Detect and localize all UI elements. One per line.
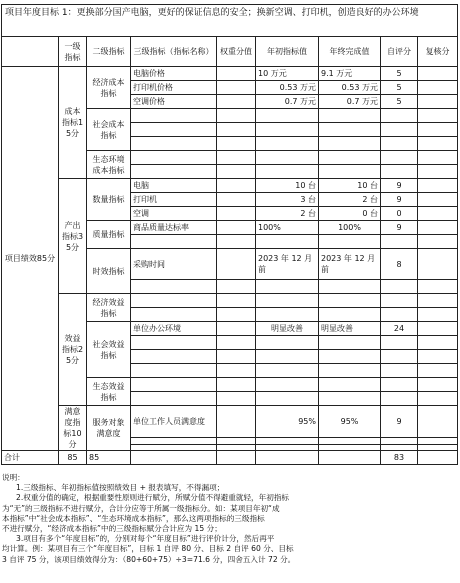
group-output: 产出指标35分 xyxy=(59,179,87,294)
row-actual: 2023 年 12 月前 xyxy=(319,249,381,280)
empty-cell xyxy=(381,165,418,179)
empty-cell xyxy=(217,364,256,378)
row-actual: 95% xyxy=(319,406,381,438)
empty-cell xyxy=(256,378,319,392)
header-target: 年初指标值 xyxy=(256,37,319,67)
row-weight xyxy=(217,95,256,109)
row-weight xyxy=(217,406,256,438)
empty-cell xyxy=(381,308,418,322)
row-weight xyxy=(217,193,256,207)
empty-cell xyxy=(418,165,458,179)
row-actual: 9.1 万元 xyxy=(319,67,381,81)
empty-cell xyxy=(217,451,256,465)
empty-cell xyxy=(131,280,217,294)
group-effect: 效益指标25分 xyxy=(59,294,87,406)
row-review xyxy=(418,193,458,207)
empty-cell xyxy=(131,336,217,350)
group-cost: 成本指标15分 xyxy=(59,67,87,179)
header-blank xyxy=(2,37,59,67)
empty-cell xyxy=(131,165,217,179)
empty-cell xyxy=(131,378,217,392)
sub-social-benefit: 社会效益指标 xyxy=(87,322,131,378)
notes-line: 不进行赋分，“经济成本指标”中的三级指标赋分合计应为 15 分； xyxy=(2,524,222,534)
sub-quality: 质量指标 xyxy=(87,221,131,249)
row-weight xyxy=(217,207,256,221)
notes-line: 2.权重分值的确定，根据重要性原则进行赋分，所赋分值不得避重就轻，年初指标 xyxy=(16,493,290,503)
row-name: 打印机价格 xyxy=(131,81,217,95)
row-name: 打印机 xyxy=(131,193,217,207)
empty-cell xyxy=(319,280,381,294)
empty-cell xyxy=(256,364,319,378)
notes-line: 为“无”的三级指标不进行赋分，合计分应等于所属一级指标分。如：某项目年初“成 xyxy=(2,503,280,513)
goal-text: 项目年度目标 1：更换部分国产电脑，更好的保证信息的安全；换新空调、打印机，创造良好的办公环境 xyxy=(2,5,458,37)
row-name: 电脑 xyxy=(131,179,217,193)
empty-cell xyxy=(217,350,256,364)
row-review xyxy=(418,179,458,193)
total-score: 83 xyxy=(381,451,418,465)
row-weight xyxy=(217,249,256,280)
empty-cell xyxy=(217,165,256,179)
row-review xyxy=(418,406,458,438)
row-target: 2023 年 12 月前 xyxy=(256,249,319,280)
row-actual: 0.7 万元 xyxy=(319,95,381,109)
row-name: 空调 xyxy=(131,207,217,221)
row-score: 9 xyxy=(381,221,418,235)
row-name: 电脑价格 xyxy=(131,67,217,81)
sub-timeliness: 时效指标 xyxy=(87,249,131,294)
empty-cell xyxy=(131,137,217,151)
empty-cell xyxy=(381,350,418,364)
empty-cell xyxy=(418,392,458,406)
empty-cell xyxy=(217,123,256,137)
row-review xyxy=(418,81,458,95)
empty-cell xyxy=(418,137,458,151)
empty-cell xyxy=(256,451,319,465)
empty-cell xyxy=(381,109,418,123)
empty-cell xyxy=(131,364,217,378)
empty-cell xyxy=(418,364,458,378)
row-actual: 10 台 xyxy=(319,179,381,193)
empty-cell xyxy=(131,392,217,406)
empty-cell xyxy=(256,336,319,350)
empty-cell xyxy=(217,151,256,165)
empty-cell xyxy=(131,235,217,249)
notes-line: 本指标”中“社会成本指标”、“生态环境成本指标”，那么这两项指标的三级指标 xyxy=(2,513,265,523)
notes-line: 3.项目有多个“年度目标”的，分别对每个“年度目标”进行评价计分，然后再平 xyxy=(16,534,275,544)
empty-cell xyxy=(319,308,381,322)
row-review xyxy=(418,221,458,235)
row-score: 5 xyxy=(381,95,418,109)
empty-cell xyxy=(418,280,458,294)
empty-cell xyxy=(319,235,381,249)
row-weight xyxy=(217,322,256,336)
empty-cell xyxy=(381,280,418,294)
empty-cell xyxy=(131,350,217,364)
empty-cell xyxy=(131,308,217,322)
project-label: 项目绩效85分 xyxy=(2,67,59,451)
row-target: 0.53 万元 xyxy=(256,81,319,95)
row-name: 商品质量达标率 xyxy=(131,221,217,235)
empty-cell xyxy=(256,165,319,179)
empty-cell xyxy=(381,294,418,308)
empty-cell xyxy=(319,109,381,123)
empty-cell xyxy=(319,123,381,137)
row-target: 明显改善 xyxy=(256,322,319,336)
empty-cell xyxy=(256,294,319,308)
empty-cell xyxy=(256,280,319,294)
sub-social-cost: 社会成本指标 xyxy=(87,109,131,151)
row-target: 10 台 xyxy=(256,179,319,193)
row-score: 5 xyxy=(381,81,418,95)
row-target: 2 台 xyxy=(256,207,319,221)
row-actual: 0 台 xyxy=(319,207,381,221)
empty-cell xyxy=(418,336,458,350)
row-review xyxy=(418,207,458,221)
empty-cell xyxy=(256,151,319,165)
row-score: 8 xyxy=(381,249,418,280)
empty-cell xyxy=(418,123,458,137)
empty-cell xyxy=(217,280,256,294)
empty-cell xyxy=(217,392,256,406)
row-actual: 0.53 万元 xyxy=(319,81,381,95)
empty-cell xyxy=(381,123,418,137)
empty-cell xyxy=(319,451,381,465)
empty-cell xyxy=(418,451,458,465)
row-score: 0 xyxy=(381,207,418,221)
row-target: 100% xyxy=(256,221,319,235)
empty-cell xyxy=(418,109,458,123)
empty-cell xyxy=(217,308,256,322)
row-weight xyxy=(217,179,256,193)
header-level3: 三级指标（指标名称） xyxy=(131,37,217,67)
row-score: 9 xyxy=(381,193,418,207)
empty-cell xyxy=(319,350,381,364)
empty-cell xyxy=(256,109,319,123)
empty-cell xyxy=(131,123,217,137)
empty-cell xyxy=(381,235,418,249)
sub-economic-cost: 经济成本指标 xyxy=(87,67,131,109)
sub-eco-benefit: 生态效益指标 xyxy=(87,378,131,406)
row-review xyxy=(418,249,458,280)
empty-cell xyxy=(131,294,217,308)
empty-cell xyxy=(381,392,418,406)
empty-cell xyxy=(217,294,256,308)
row-target: 95% xyxy=(256,406,319,438)
empty-cell xyxy=(217,336,256,350)
empty-cell xyxy=(319,165,381,179)
row-score: 5 xyxy=(381,67,418,81)
empty-cell xyxy=(418,308,458,322)
empty-cell xyxy=(217,137,256,151)
row-review xyxy=(418,67,458,81)
empty-cell xyxy=(319,364,381,378)
empty-cell xyxy=(319,378,381,392)
sub-quantity: 数量指标 xyxy=(87,179,131,221)
row-weight xyxy=(217,81,256,95)
empty-cell xyxy=(381,378,418,392)
row-actual: 2 台 xyxy=(319,193,381,207)
empty-cell xyxy=(319,336,381,350)
header-actual: 年终完成值 xyxy=(319,37,381,67)
row-weight xyxy=(217,67,256,81)
header-self-score: 自评分 xyxy=(381,37,418,67)
header-review-score: 复核分 xyxy=(418,37,458,67)
empty-cell xyxy=(256,123,319,137)
notes xyxy=(2,473,458,565)
evaluation-table xyxy=(1,4,458,465)
row-actual: 明显改善 xyxy=(319,322,381,336)
sub-eco-cost: 生态环境成本指标 xyxy=(87,151,131,179)
empty-cell xyxy=(381,137,418,151)
empty-cell xyxy=(256,308,319,322)
empty-cell xyxy=(256,137,319,151)
empty-cell xyxy=(418,235,458,249)
empty-cell xyxy=(256,392,319,406)
row-name: 单位办公环境 xyxy=(131,322,217,336)
total-level1: 85 xyxy=(59,451,87,465)
empty-cell xyxy=(418,350,458,364)
empty-cell xyxy=(131,451,217,465)
row-name: 采购时间 xyxy=(131,249,217,280)
row-score: 9 xyxy=(381,179,418,193)
row-weight xyxy=(217,221,256,235)
row-target: 10 万元 xyxy=(256,67,319,81)
row-score: 9 xyxy=(381,406,418,438)
row-review xyxy=(418,95,458,109)
row-target: 0.7 万元 xyxy=(256,95,319,109)
empty-cell xyxy=(217,378,256,392)
empty-cell xyxy=(381,151,418,165)
empty-cell xyxy=(256,350,319,364)
total-label: 合计 xyxy=(2,451,59,465)
empty-cell xyxy=(256,235,319,249)
empty-cell xyxy=(381,336,418,350)
row-name: 空调价格 xyxy=(131,95,217,109)
empty-cell xyxy=(131,109,217,123)
row-name: 单位工作人员满意度 xyxy=(131,406,217,438)
row-review xyxy=(418,322,458,336)
empty-cell xyxy=(381,364,418,378)
empty-cell xyxy=(319,137,381,151)
empty-cell xyxy=(217,235,256,249)
empty-cell xyxy=(319,294,381,308)
empty-cell xyxy=(418,294,458,308)
empty-cell xyxy=(418,151,458,165)
total-level2: 85 xyxy=(87,451,131,465)
empty-cell xyxy=(319,151,381,165)
header-weight: 权重分值 xyxy=(217,37,256,67)
notes-line: 均计算。例：某项目有三个“年度目标”，目标 1 自评 80 分、目标 2 自评 60 分、目标 xyxy=(2,544,294,554)
empty-cell xyxy=(131,151,217,165)
notes-line: 说明： xyxy=(2,473,25,482)
row-actual: 100% xyxy=(319,221,381,235)
row-target: 3 台 xyxy=(256,193,319,207)
sub-economic-benefit: 经济效益指标 xyxy=(87,294,131,322)
empty-cell xyxy=(217,109,256,123)
header-level2: 二级指标 xyxy=(87,37,131,67)
empty-cell xyxy=(418,378,458,392)
group-satisfaction: 满意度指标10分 xyxy=(59,406,87,451)
row-score: 24 xyxy=(381,322,418,336)
notes-line: 1.三级指标、年初指标值按照绩效目 + 报表填写，不得漏项； xyxy=(16,483,225,493)
header-level1: 一级指标 xyxy=(59,37,87,67)
sub-service-satisfaction: 服务对象满意度 xyxy=(87,406,131,451)
notes-line: 3 自评 75 分，该项目绩效得分为：（80+60+75）÷3=71.6 分，四舍五入计 72 分。 xyxy=(2,554,296,564)
empty-cell xyxy=(319,392,381,406)
